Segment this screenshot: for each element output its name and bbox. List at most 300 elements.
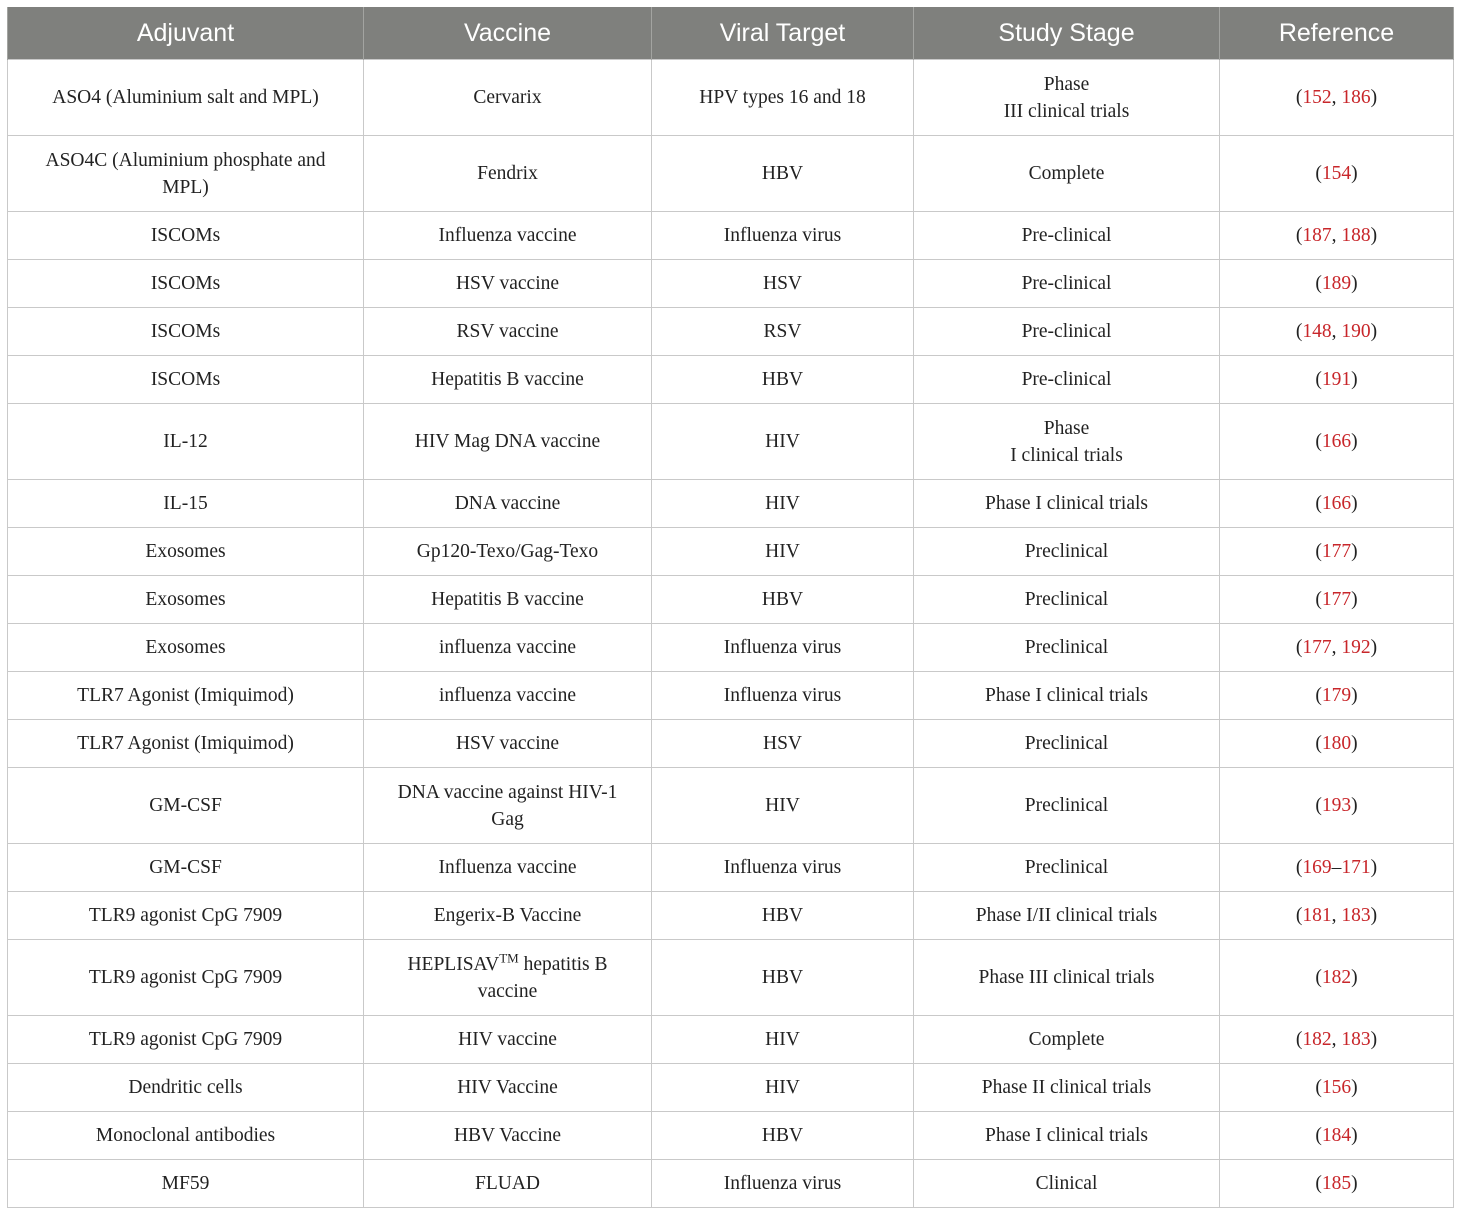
reference-link[interactable]: 166 — [1321, 431, 1352, 452]
reference-link[interactable]: 154 — [1321, 163, 1352, 184]
cell-adjuvant — [8, 720, 364, 768]
trademark-superscript: TM — [499, 950, 519, 965]
reference-close-paren: ) — [1351, 795, 1358, 816]
reference-link[interactable]: 152 — [1302, 87, 1332, 108]
study-stage-text: Preclinical — [1024, 795, 1109, 816]
cell-vaccine — [364, 940, 652, 1016]
reference-separator: , — [1331, 1029, 1342, 1050]
column-header-reference: Reference — [1220, 7, 1454, 60]
adjuvant-text: GM-CSF — [149, 795, 222, 816]
cell-viral-target — [652, 260, 914, 308]
reference-close-paren: ) — [1370, 637, 1378, 658]
table-row — [8, 528, 1454, 576]
cell-vaccine — [364, 1064, 652, 1112]
viral-target-text: HIV — [765, 431, 800, 452]
cell-study-stage — [914, 720, 1220, 768]
cell-adjuvant — [8, 60, 364, 136]
viral-target-text: HPV types 16 and 18 — [699, 87, 866, 108]
reference-open-paren: ( — [1295, 1029, 1303, 1050]
viral-target-text: HIV — [765, 795, 800, 816]
study-stage-text: Phase — [1043, 417, 1090, 439]
cell-adjuvant — [8, 672, 364, 720]
cell-vaccine — [364, 672, 652, 720]
reference-open-paren: ( — [1295, 905, 1303, 926]
reference-close-paren: ) — [1351, 1173, 1358, 1194]
reference-open-paren: ( — [1315, 1077, 1322, 1098]
adjuvant-text: Exosomes — [145, 541, 226, 562]
cell-viral-target — [652, 404, 914, 480]
reference-close-paren: ) — [1351, 541, 1358, 562]
table-row — [8, 576, 1454, 624]
cell-reference — [1220, 260, 1454, 308]
cell-study-stage — [914, 1016, 1220, 1064]
vaccine-text: HIV vaccine — [458, 1029, 557, 1050]
table-row — [8, 672, 1454, 720]
table-header — [8, 7, 1454, 60]
viral-target-text: HIV — [765, 1029, 800, 1050]
study-stage-text: III clinical trials — [1003, 100, 1130, 122]
cell-vaccine — [364, 356, 652, 404]
reference-open-paren: ( — [1315, 1125, 1322, 1146]
cell-study-stage — [914, 624, 1220, 672]
cell-vaccine — [364, 480, 652, 528]
study-stage-text: Phase I clinical trials — [985, 685, 1148, 706]
study-stage-text: Phase I clinical trials — [985, 1125, 1148, 1146]
reference-link[interactable]: 166 — [1321, 493, 1352, 514]
reference-link[interactable]: 156 — [1321, 1077, 1352, 1098]
cell-viral-target — [652, 624, 914, 672]
cell-vaccine — [364, 308, 652, 356]
cell-vaccine — [364, 136, 652, 212]
cell-adjuvant — [8, 1160, 364, 1208]
cell-adjuvant — [8, 768, 364, 844]
reference-link[interactable]: 177 — [1302, 637, 1332, 658]
reference-link[interactable]: 192 — [1341, 637, 1371, 658]
viral-target-text: HBV — [761, 967, 804, 988]
cell-adjuvant — [8, 480, 364, 528]
viral-target-text: HBV — [761, 905, 804, 926]
reference-open-paren: ( — [1315, 589, 1322, 610]
viral-target-text: Influenza virus — [723, 637, 842, 658]
reference-close-paren: ) — [1370, 905, 1378, 926]
vaccine-text: Fendrix — [477, 163, 538, 184]
study-stage-text: Complete — [1028, 1029, 1105, 1050]
reference-link[interactable]: 183 — [1341, 1029, 1371, 1050]
cell-adjuvant — [8, 892, 364, 940]
cell-adjuvant — [8, 1064, 364, 1112]
cell-adjuvant — [8, 308, 364, 356]
reference-close-paren: ) — [1370, 857, 1378, 878]
table-row — [8, 892, 1454, 940]
reference-close-paren: ) — [1351, 431, 1358, 452]
reference-close-paren: ) — [1351, 1125, 1358, 1146]
table-row — [8, 308, 1454, 356]
viral-target-text: HBV — [761, 589, 804, 610]
reference-close-paren: ) — [1370, 225, 1378, 246]
reference-close-paren: ) — [1351, 733, 1358, 754]
cell-study-stage — [914, 528, 1220, 576]
reference-open-paren: ( — [1295, 225, 1303, 246]
study-stage-text: Phase III clinical trials — [978, 967, 1155, 988]
reference-link[interactable]: 182 — [1321, 967, 1352, 988]
reference-separator: – — [1331, 857, 1342, 878]
adjuvant-text: ISCOMs — [150, 225, 221, 246]
vaccine-text: FLUAD — [474, 1173, 540, 1194]
study-stage-text: Pre-clinical — [1021, 225, 1112, 246]
cell-viral-target — [652, 844, 914, 892]
cell-viral-target — [652, 672, 914, 720]
study-stage-text: Preclinical — [1024, 637, 1109, 658]
cell-reference — [1220, 60, 1454, 136]
cell-vaccine — [364, 1016, 652, 1064]
cell-reference — [1220, 844, 1454, 892]
table-row — [8, 60, 1454, 136]
reference-open-paren: ( — [1315, 1173, 1322, 1194]
reference-open-paren: ( — [1315, 685, 1322, 706]
reference-separator: , — [1331, 637, 1342, 658]
vaccine-text: HSV vaccine — [455, 733, 560, 754]
cell-study-stage — [914, 576, 1220, 624]
reference-separator: , — [1331, 321, 1342, 342]
cell-viral-target — [652, 528, 914, 576]
cell-reference — [1220, 940, 1454, 1016]
cell-viral-target — [652, 1160, 914, 1208]
table-row — [8, 1112, 1454, 1160]
viral-target-text: Influenza virus — [723, 1173, 842, 1194]
cell-reference — [1220, 1016, 1454, 1064]
cell-study-stage — [914, 672, 1220, 720]
cell-viral-target — [652, 1064, 914, 1112]
study-stage-text: Preclinical — [1024, 857, 1109, 878]
cell-vaccine — [364, 844, 652, 892]
study-stage-text: Complete — [1028, 163, 1105, 184]
adjuvant-text: TLR7 Agonist (Imiquimod) — [77, 685, 294, 706]
table-row — [8, 136, 1454, 212]
vaccine-text: Gp120-Texo/Gag-Texo — [416, 541, 599, 562]
cell-vaccine — [364, 892, 652, 940]
table-row — [8, 720, 1454, 768]
cell-viral-target — [652, 1112, 914, 1160]
cell-reference — [1220, 720, 1454, 768]
cell-vaccine — [364, 1160, 652, 1208]
study-stage-text: Pre-clinical — [1021, 321, 1112, 342]
reference-link[interactable]: 189 — [1321, 273, 1352, 294]
reference-open-paren: ( — [1295, 637, 1303, 658]
column-header-adjuvant: Adjuvant — [8, 7, 364, 60]
cell-reference — [1220, 528, 1454, 576]
adjuvant-text: GM-CSF — [149, 857, 222, 878]
table-row — [8, 624, 1454, 672]
table-row — [8, 1160, 1454, 1208]
cell-study-stage — [914, 1112, 1220, 1160]
study-stage-text: Preclinical — [1024, 541, 1109, 562]
cell-adjuvant — [8, 528, 364, 576]
table-row — [8, 480, 1454, 528]
cell-reference — [1220, 212, 1454, 260]
cell-reference — [1220, 1112, 1454, 1160]
adjuvant-text: IL-15 — [163, 493, 208, 514]
vaccine-text: RSV vaccine — [456, 321, 559, 342]
reference-close-paren: ) — [1351, 493, 1358, 514]
reference-open-paren: ( — [1295, 857, 1303, 878]
adjuvant-text: MF59 — [161, 1173, 210, 1194]
cell-reference — [1220, 404, 1454, 480]
cell-reference — [1220, 1160, 1454, 1208]
cell-study-stage — [914, 212, 1220, 260]
viral-target-text: HIV — [765, 541, 800, 562]
table-row — [8, 212, 1454, 260]
reference-link[interactable]: 182 — [1302, 1029, 1332, 1050]
cell-study-stage — [914, 1064, 1220, 1112]
table-row — [8, 940, 1454, 1016]
study-stage-text: I clinical trials — [1010, 444, 1123, 466]
reference-link[interactable]: 187 — [1302, 225, 1332, 246]
cell-vaccine — [364, 528, 652, 576]
reference-link[interactable]: 186 — [1341, 87, 1371, 108]
reference-link[interactable]: 188 — [1341, 225, 1371, 246]
cell-adjuvant — [8, 940, 364, 1016]
cell-vaccine — [364, 720, 652, 768]
reference-link[interactable]: 183 — [1341, 905, 1371, 926]
viral-target-text: HSV — [762, 733, 802, 754]
table-body — [8, 60, 1454, 1208]
cell-viral-target — [652, 892, 914, 940]
cell-reference — [1220, 480, 1454, 528]
reference-link[interactable]: 190 — [1341, 321, 1371, 342]
cell-adjuvant — [8, 624, 364, 672]
adjuvant-text: ISCOMs — [150, 321, 221, 342]
column-header-vaccine: Vaccine — [364, 7, 652, 60]
reference-close-paren: ) — [1370, 321, 1378, 342]
adjuvant-text: TLR9 agonist CpG 7909 — [88, 1029, 283, 1050]
viral-target-text: Influenza virus — [723, 685, 842, 706]
reference-separator: , — [1331, 225, 1342, 246]
cell-viral-target — [652, 576, 914, 624]
cell-reference — [1220, 1064, 1454, 1112]
cell-vaccine — [364, 768, 652, 844]
cell-viral-target — [652, 356, 914, 404]
vaccine-adjuvant-table-container — [7, 7, 1453, 1208]
reference-close-paren: ) — [1351, 273, 1358, 294]
reference-open-paren: ( — [1315, 733, 1322, 754]
adjuvant-text: Dendritic cells — [128, 1077, 243, 1098]
cell-study-stage — [914, 844, 1220, 892]
cell-adjuvant — [8, 1016, 364, 1064]
cell-adjuvant — [8, 260, 364, 308]
vaccine-text: Cervarix — [473, 87, 542, 108]
viral-target-text: HBV — [761, 369, 804, 390]
cell-vaccine — [364, 60, 652, 136]
adjuvant-text: ISCOMs — [150, 273, 221, 294]
reference-open-paren: ( — [1315, 163, 1322, 184]
cell-vaccine — [364, 212, 652, 260]
cell-study-stage — [914, 308, 1220, 356]
cell-reference — [1220, 624, 1454, 672]
reference-close-paren: ) — [1370, 87, 1378, 108]
vaccine-text: influenza vaccine — [439, 637, 576, 658]
reference-open-paren: ( — [1315, 967, 1322, 988]
cell-viral-target — [652, 940, 914, 1016]
reference-link[interactable]: 185 — [1321, 1173, 1352, 1194]
reference-link[interactable]: 193 — [1321, 795, 1352, 816]
vaccine-text-suffix: hepatitis B vaccine — [477, 953, 608, 1002]
vaccine-text: Influenza vaccine — [438, 857, 577, 878]
reference-link[interactable]: 171 — [1341, 857, 1371, 878]
cell-adjuvant — [8, 356, 364, 404]
vaccine-text: HIV Mag DNA vaccine — [414, 431, 601, 452]
study-stage-text: Pre-clinical — [1021, 273, 1112, 294]
reference-link[interactable]: 191 — [1321, 369, 1352, 390]
vaccine-text: DNA vaccine against HIV-1 Gag — [397, 781, 618, 830]
vaccine-text: HSV vaccine — [455, 273, 560, 294]
cell-vaccine — [364, 1112, 652, 1160]
study-stage-text: Preclinical — [1024, 589, 1109, 610]
reference-open-paren: ( — [1315, 795, 1322, 816]
header-row — [8, 7, 1454, 60]
reference-link[interactable]: 181 — [1302, 905, 1332, 926]
cell-adjuvant — [8, 844, 364, 892]
adjuvant-text: TLR9 agonist CpG 7909 — [88, 967, 283, 988]
cell-study-stage — [914, 1160, 1220, 1208]
study-stage-text: Phase I clinical trials — [985, 493, 1148, 514]
vaccine-text: Engerix-B Vaccine — [433, 905, 582, 926]
reference-open-paren: ( — [1315, 431, 1322, 452]
reference-open-paren: ( — [1295, 321, 1303, 342]
viral-target-text: RSV — [763, 321, 802, 342]
vaccine-text: Hepatitis B vaccine — [431, 369, 584, 390]
cell-viral-target — [652, 768, 914, 844]
cell-viral-target — [652, 136, 914, 212]
table-row — [8, 260, 1454, 308]
adjuvant-text: ASO4C (Aluminium phosphate and MPL) — [45, 149, 326, 198]
adjuvant-text: Exosomes — [145, 637, 226, 658]
viral-target-text: Influenza virus — [723, 225, 842, 246]
viral-target-text: HBV — [761, 1125, 804, 1146]
reference-close-paren: ) — [1351, 1077, 1358, 1098]
vaccine-text: HBV Vaccine — [453, 1125, 562, 1146]
cell-reference — [1220, 356, 1454, 404]
cell-adjuvant — [8, 1112, 364, 1160]
vaccine-adjuvant-table — [7, 7, 1454, 1208]
study-stage-text: Phase — [1043, 73, 1090, 95]
cell-vaccine — [364, 576, 652, 624]
reference-close-paren: ) — [1370, 1029, 1378, 1050]
adjuvant-text: IL-12 — [163, 431, 208, 452]
cell-study-stage — [914, 892, 1220, 940]
reference-close-paren: ) — [1351, 589, 1358, 610]
viral-target-text: Influenza virus — [723, 857, 842, 878]
cell-viral-target — [652, 308, 914, 356]
study-stage-text: Phase I/II clinical trials — [975, 905, 1158, 926]
cell-reference — [1220, 308, 1454, 356]
cell-reference — [1220, 892, 1454, 940]
reference-link[interactable]: 180 — [1321, 733, 1352, 754]
cell-study-stage — [914, 480, 1220, 528]
cell-adjuvant — [8, 212, 364, 260]
reference-link[interactable]: 148 — [1302, 321, 1332, 342]
cell-study-stage — [914, 940, 1220, 1016]
table-row — [8, 1064, 1454, 1112]
reference-open-paren: ( — [1315, 273, 1322, 294]
adjuvant-text: TLR9 agonist CpG 7909 — [88, 905, 283, 926]
cell-vaccine — [364, 624, 652, 672]
cell-study-stage — [914, 60, 1220, 136]
viral-target-text: HIV — [765, 493, 800, 514]
vaccine-text: influenza vaccine — [439, 685, 576, 706]
reference-open-paren: ( — [1295, 87, 1303, 108]
reference-link[interactable]: 184 — [1321, 1125, 1352, 1146]
vaccine-text: HEPLISAV — [407, 953, 500, 975]
cell-study-stage — [914, 260, 1220, 308]
study-stage-text: Phase II clinical trials — [981, 1077, 1152, 1098]
vaccine-text: Hepatitis B vaccine — [431, 589, 584, 610]
vaccine-text: HIV Vaccine — [457, 1077, 558, 1098]
cell-vaccine — [364, 260, 652, 308]
cell-reference — [1220, 672, 1454, 720]
cell-reference — [1220, 768, 1454, 844]
adjuvant-text: Exosomes — [145, 589, 226, 610]
cell-adjuvant — [8, 404, 364, 480]
study-stage-text: Clinical — [1035, 1173, 1098, 1194]
column-header-viral-target: Viral Target — [652, 7, 914, 60]
adjuvant-text: Monoclonal antibodies — [95, 1125, 276, 1146]
cell-study-stage — [914, 136, 1220, 212]
table-row — [8, 404, 1454, 480]
cell-study-stage — [914, 768, 1220, 844]
reference-link[interactable]: 169 — [1302, 857, 1332, 878]
cell-viral-target — [652, 720, 914, 768]
viral-target-text: HBV — [761, 163, 804, 184]
table-row — [8, 768, 1454, 844]
reference-close-paren: ) — [1351, 369, 1358, 390]
cell-viral-target — [652, 60, 914, 136]
table-row — [8, 844, 1454, 892]
cell-reference — [1220, 136, 1454, 212]
adjuvant-text: ASO4 (Aluminium salt and MPL) — [52, 87, 319, 108]
reference-link[interactable]: 177 — [1321, 589, 1352, 610]
reference-close-paren: ) — [1351, 685, 1358, 706]
cell-study-stage — [914, 356, 1220, 404]
cell-adjuvant — [8, 136, 364, 212]
reference-open-paren: ( — [1315, 369, 1322, 390]
reference-open-paren: ( — [1315, 493, 1322, 514]
cell-viral-target — [652, 480, 914, 528]
adjuvant-text: TLR7 Agonist (Imiquimod) — [77, 733, 294, 754]
column-header-study-stage: Study Stage — [914, 7, 1220, 60]
cell-adjuvant — [8, 576, 364, 624]
reference-separator: , — [1331, 87, 1342, 108]
study-stage-text: Pre-clinical — [1021, 369, 1112, 390]
vaccine-text: DNA vaccine — [454, 493, 561, 514]
reference-open-paren: ( — [1315, 541, 1322, 562]
study-stage-text: Preclinical — [1024, 733, 1109, 754]
reference-separator: , — [1331, 905, 1342, 926]
viral-target-text: HIV — [765, 1077, 800, 1098]
table-row — [8, 356, 1454, 404]
reference-close-paren: ) — [1351, 967, 1358, 988]
cell-reference — [1220, 576, 1454, 624]
adjuvant-text: ISCOMs — [150, 369, 221, 390]
cell-study-stage — [914, 404, 1220, 480]
reference-close-paren: ) — [1351, 163, 1358, 184]
cell-viral-target — [652, 1016, 914, 1064]
cell-viral-target — [652, 212, 914, 260]
vaccine-text: Influenza vaccine — [438, 225, 577, 246]
table-row — [8, 1016, 1454, 1064]
reference-link[interactable]: 179 — [1321, 685, 1352, 706]
cell-vaccine — [364, 404, 652, 480]
reference-link[interactable]: 177 — [1321, 541, 1352, 562]
